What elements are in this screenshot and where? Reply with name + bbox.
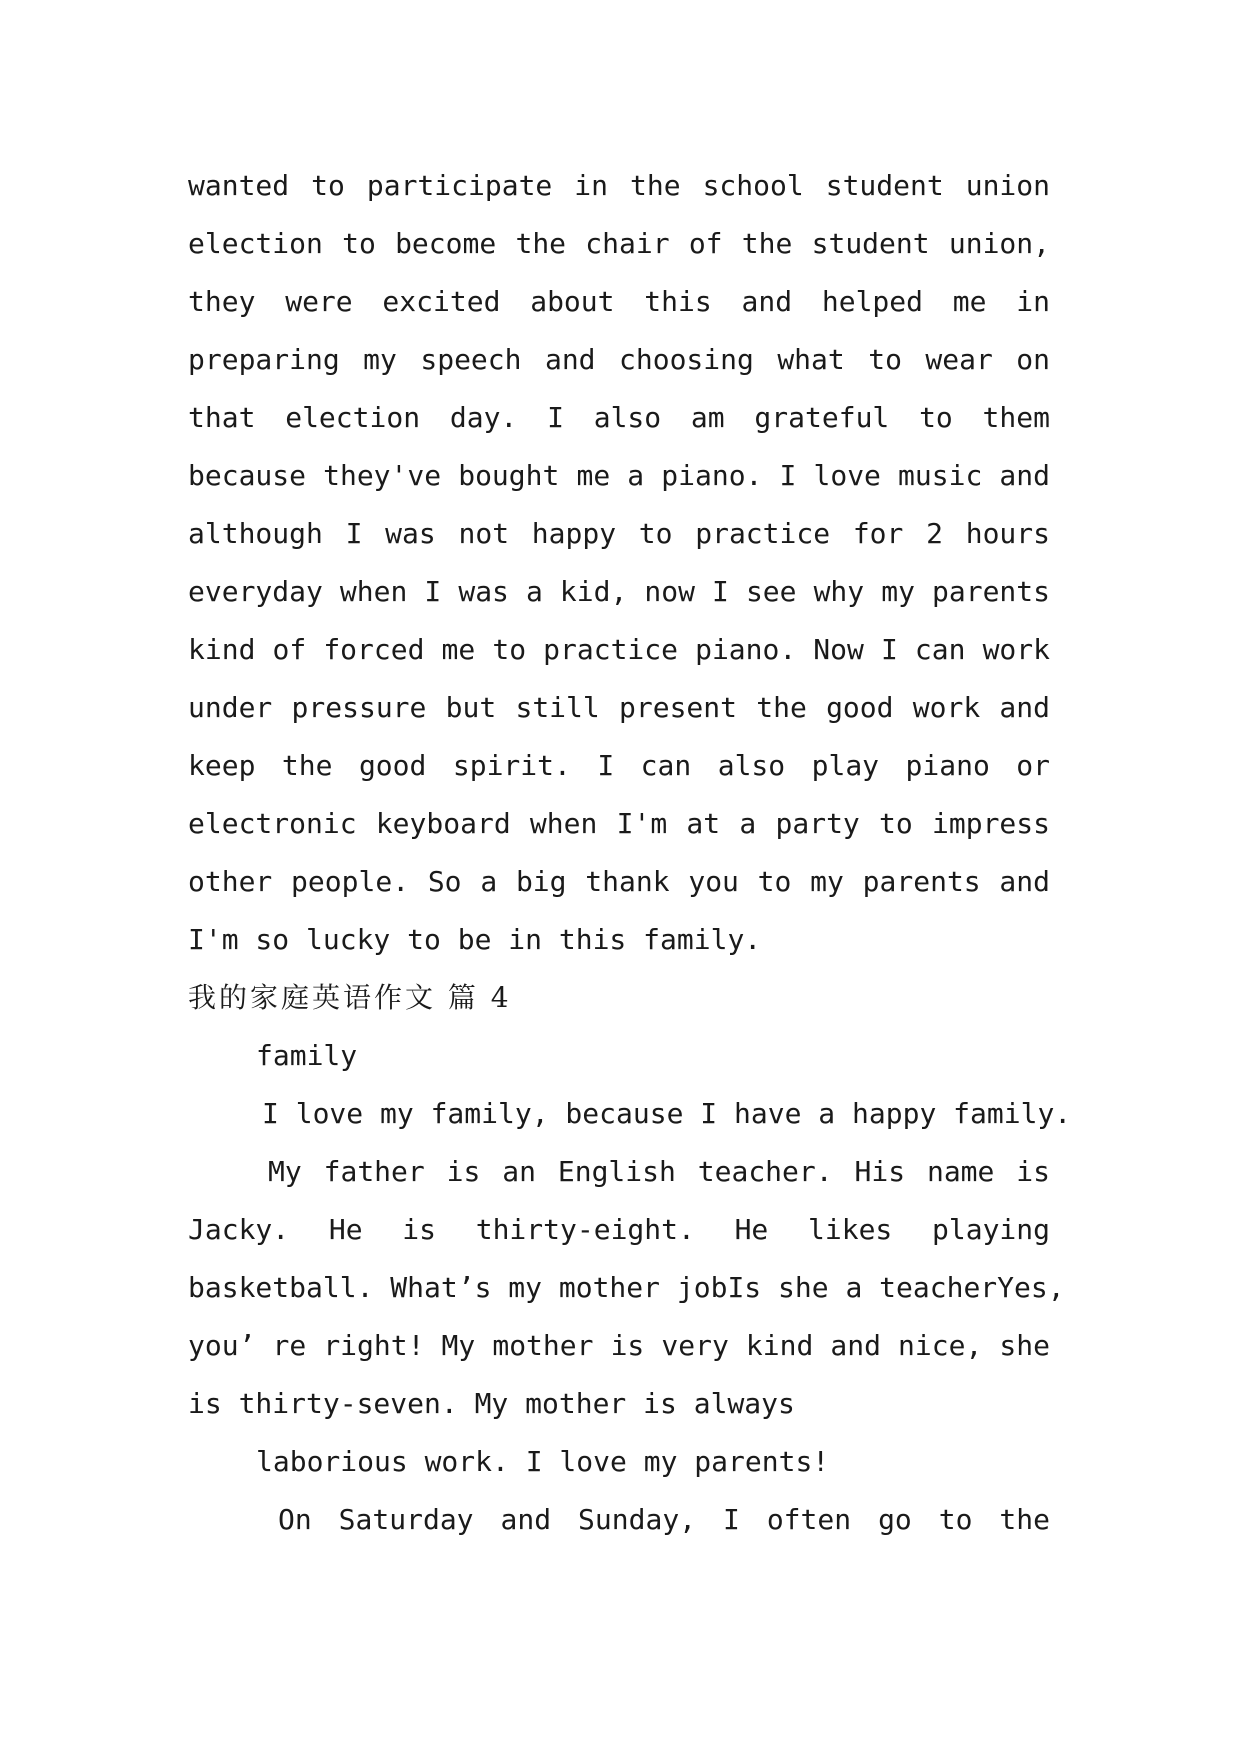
body-line-11: keep the good spirit. I can also play piano or bbox=[188, 749, 1050, 782]
body-line-6: because they've bought me a piano. I love music and bbox=[188, 459, 1050, 492]
body-line-15: I love my family, because I have a happy family. bbox=[262, 1097, 1072, 1130]
body-line-19: you’ re right! My mother is very kind and nice, she bbox=[188, 1329, 1050, 1362]
body-line-4: preparing my speech and choosing what to wear on bbox=[188, 343, 1050, 376]
body-line-21: laborious work. I love my parents! bbox=[256, 1445, 830, 1478]
section-heading: 我的家庭英语作文 篇 4 bbox=[188, 981, 512, 1014]
body-line-3: they were excited about this and helped me in bbox=[188, 285, 1050, 318]
body-line-18: basketball. What’s my mother jobIs she a teacherYes, bbox=[188, 1271, 1065, 1304]
body-line-5: that election day. I also am grateful to them bbox=[188, 401, 1050, 434]
body-line-2: election to become the chair of the student union, bbox=[188, 227, 1050, 260]
body-line-7: although I was not happy to practice for 2 hours bbox=[188, 517, 1050, 550]
body-line-17: Jacky. He is thirty-eight. He likes playing bbox=[188, 1213, 1050, 1246]
body-line-10: under pressure but still present the good work and bbox=[188, 691, 1050, 724]
body-line-16: My father is an English teacher. His name is bbox=[268, 1155, 1050, 1188]
body-line-8: everyday when I was a kid, now I see why my parents bbox=[188, 575, 1050, 608]
body-line-9: kind of forced me to practice piano. Now I can work bbox=[188, 633, 1050, 666]
body-line-1: wanted to participate in the school student union bbox=[188, 169, 1050, 202]
body-line-20: is thirty-seven. My mother is always bbox=[188, 1387, 795, 1420]
essay-title: family bbox=[256, 1039, 358, 1072]
body-line-22: On Saturday and Sunday, I often go to the bbox=[278, 1503, 1050, 1536]
body-line-14: I'm so lucky to be in this family. bbox=[188, 923, 762, 956]
body-line-12: electronic keyboard when I'm at a party to impress bbox=[188, 807, 1050, 840]
body-line-13: other people. So a big thank you to my parents and bbox=[188, 865, 1050, 898]
